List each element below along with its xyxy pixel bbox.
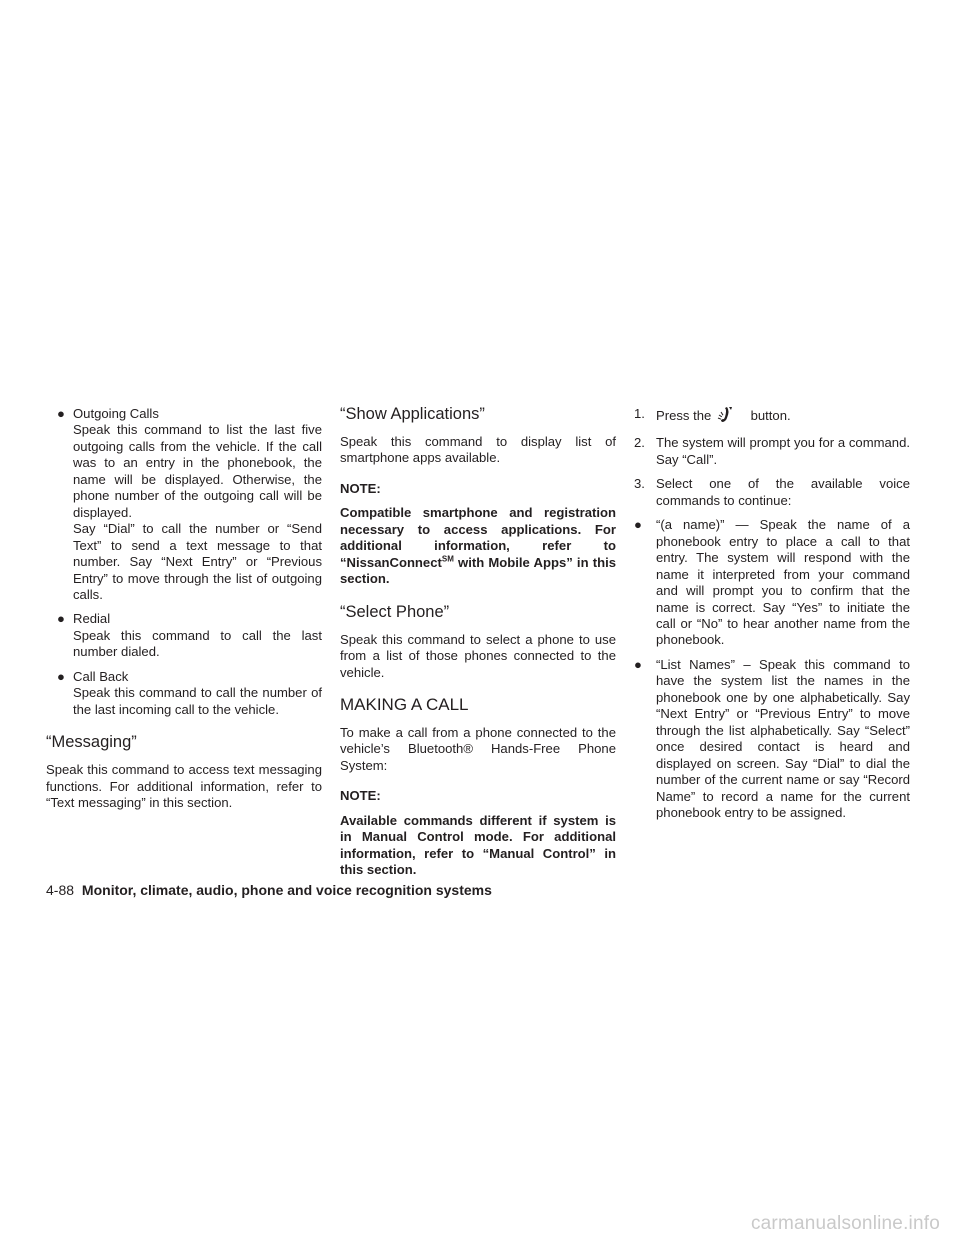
page-footer [46, 882, 492, 898]
step-1-text-b: button. [750, 408, 791, 423]
bullet-a-name [634, 517, 910, 649]
bullet-icon: ● [57, 668, 65, 684]
redial-text: Speak this command to call the last number dialed. [73, 627, 322, 660]
list-names-text: “List Names” – Speak this command to have the system list the names in the phonebook one by one alphabetically. Say “Next Entry” or “Previous Entry” to move through the list alphabetically. Say “Select” once desired contact is heard and displayed on screen. Say “Dial” to dial the number of the current name or say “Record Name” to record a name for the current phonebook entry to be assigned. [656, 656, 910, 820]
step-2 [634, 435, 910, 468]
column-right [634, 406, 910, 829]
step-1-text-a: Press the [656, 408, 712, 423]
a-name-text: “(a name)” — Speak the name of a phonebook entry to place a call to that entry. The system will respond with the name it interpreted from your command and will prompt you to confirm that the name is correct. Say “Yes” to initiate the call or “No” to hear another name from the phonebook. [656, 517, 910, 648]
messaging-text: Speak this command to access text messaging functions. For additional information, refer to “Text messaging” in this section. [46, 762, 322, 811]
making-a-call-heading: MAKING A CALL [340, 694, 469, 714]
bullet-outgoing-calls [46, 406, 322, 603]
redial-title: Redial [73, 611, 111, 627]
bullet-icon: ● [57, 611, 65, 627]
bullet-redial [46, 611, 322, 660]
bullet-icon: ● [634, 656, 642, 672]
note-label: NOTE: [340, 788, 381, 804]
bullet-call-back [46, 669, 322, 718]
show-applications-text: Speak this command to display list of smartphone apps available. [340, 434, 616, 466]
show-applications-heading: “Show Applications” [340, 405, 485, 423]
note-text-apps [340, 505, 616, 587]
outgoing-calls-text: Speak this command to list the last five outgoing calls from the vehicle. If the call was to an entry in the phonebook, the name will be displayed. Otherwise, the phone number of the outgoing call will be displayed. [73, 422, 322, 520]
note-text-apps-a: Compatible smartphone and registration necessary to access applications. For additional information, refer to “NissanConnect [340, 505, 616, 570]
chapter-title: Monitor, climate, audio, phone and voice recognition systems [81, 882, 492, 898]
step-3 [634, 476, 910, 509]
note-text-apps-b: with Mobile Apps” in this section. [340, 554, 616, 587]
making-a-call-text: To make a call from a phone connected to the vehicle’s Bluetooth® Hands-Free Phone System: [340, 724, 616, 773]
service-mark: SM [441, 554, 454, 564]
messaging-heading: “Messaging” [46, 733, 137, 752]
page-number: 4-88 [46, 882, 75, 898]
outgoing-calls-title: Outgoing Calls [73, 406, 159, 421]
call-back-title: Call Back [73, 668, 129, 684]
step-number: 2. [634, 435, 645, 451]
select-phone-text: Speak this command to select a phone to use from a list of those phones connected to the vehicle. [340, 631, 616, 680]
select-phone-heading: “Select Phone” [340, 602, 450, 621]
talk-phone-icon [717, 406, 739, 427]
bullet-icon: ● [634, 517, 642, 533]
bullet-icon: ● [57, 406, 65, 421]
step-2-text: The system will prompt you for a command. Say “Call”. [656, 435, 910, 467]
bullet-list-names [634, 657, 910, 822]
step-number: 1. [634, 406, 645, 421]
note-label: NOTE: [340, 480, 381, 496]
outgoing-calls-text-2: Say “Dial” to call the number or “Send Text” to send a text message to that number. Say “Next Entry” or “Previous Entry” to move through the list of outgoing calls. [73, 521, 322, 602]
column-left [46, 406, 322, 820]
step-number: 3. [634, 476, 645, 492]
call-back-text: Speak this command to call the number of the last incoming call to the vehicle. [73, 685, 322, 717]
note-text-manual-control: Available commands different if system is in Manual Control mode. For additional information, refer to “Manual Control” in this section. [340, 812, 616, 878]
watermark: carmanualsonline.info [750, 1213, 940, 1234]
column-middle [340, 404, 616, 879]
step-1 [634, 406, 910, 427]
step-3-text: Select one of the available voice commands to continue: [656, 476, 910, 508]
